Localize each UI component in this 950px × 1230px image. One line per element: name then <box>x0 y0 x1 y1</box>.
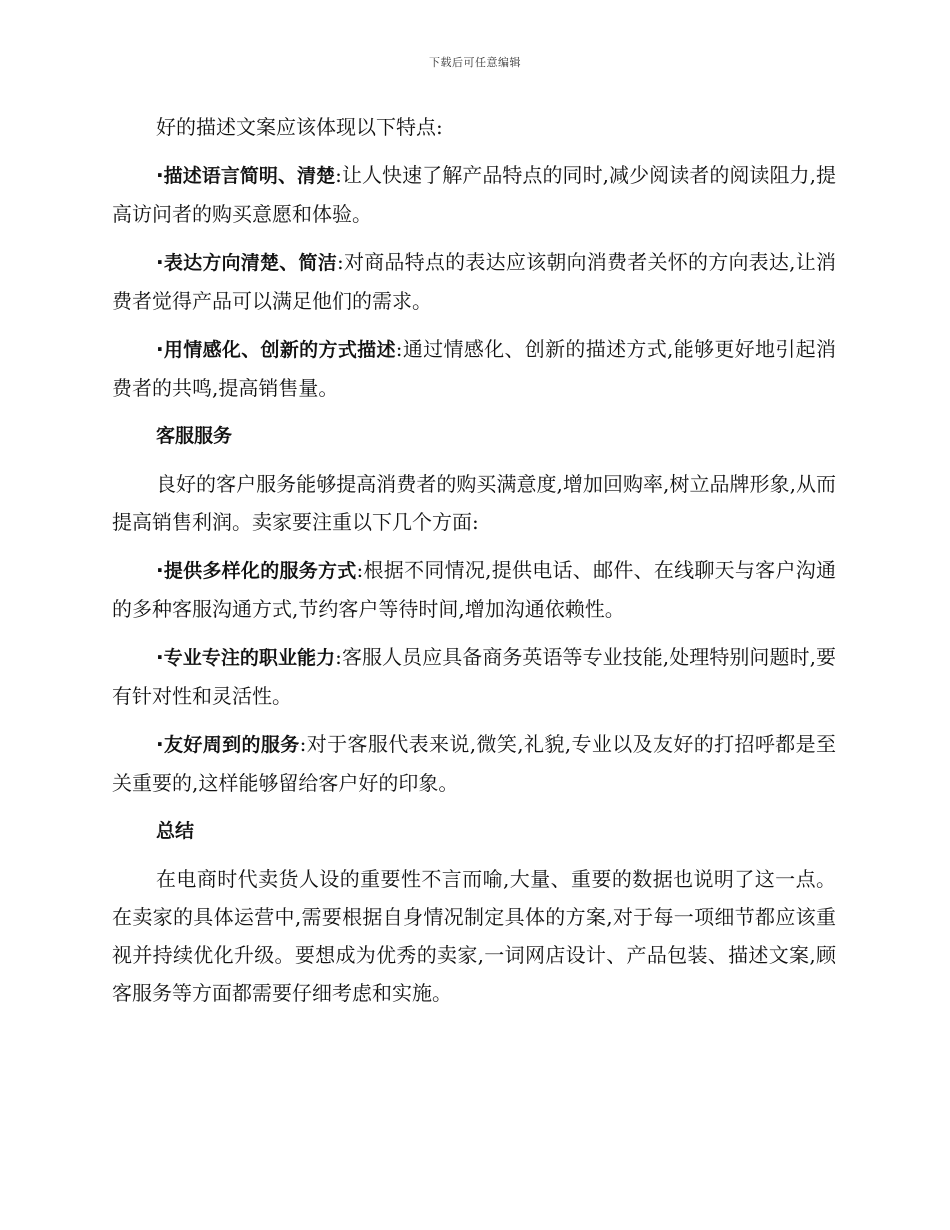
bullet-mark: · <box>156 645 164 669</box>
bullet-lead: 表达方向清楚、简洁 <box>163 252 337 274</box>
bullet-text: :让人快速了解产品特点的同时,减少阅读者的阅读阻力,提高访问者的购买意愿和体验。 <box>112 163 836 226</box>
bullet-item <box>112 725 836 802</box>
bullet-lead: 专业专注的职业能力 <box>163 647 336 669</box>
bullet-mark: · <box>156 732 164 756</box>
bullet-text: :通过情感化、创新的描述方式,能够更好地引起消费者的共鸣,提高销售量。 <box>112 337 836 400</box>
bullet-lead: 提供多样化的服务方式 <box>163 560 357 582</box>
bullet-lead: 友好周到的服务 <box>163 734 300 756</box>
service-intro: 良好的客户服务能够提高消费者的购买满意度,增加回购率,树立品牌形象,从而提高销售利润。卖家要注重以下几个方面: <box>112 472 836 534</box>
page-header-note: 下载后可任意编辑 <box>429 56 521 69</box>
document-body <box>112 108 836 1022</box>
bullet-mark: · <box>156 163 164 187</box>
summary-paragraph: 在电商时代卖货人设的重要性不言而喻,大量、重要的数据也说明了这一点。在卖家的具体运营中,需要根据自身情况制定具体的方案,对于每一项细节都应该重视并持续优化升级。要想成为优秀的卖家,一词网店设计、产品包装、描述文案,顾客服务等方面都需要仔细考虑和实施。 <box>112 867 836 1005</box>
bullet-item <box>112 156 836 233</box>
bullet-item <box>112 638 836 715</box>
section-heading-summary: 总结 <box>156 820 195 842</box>
bullet-lead: 用情感化、创新的方式描述 <box>163 339 396 361</box>
bullet-lead: 描述语言简明、清楚 <box>163 165 336 187</box>
bullet-item <box>112 243 836 320</box>
bullet-text: :根据不同情况,提供电话、邮件、在线聊天与客户沟通的多种客服沟通方式,节约客户等待时间,增加沟通依赖性。 <box>112 558 836 621</box>
bullet-text: :客服人员应具备商务英语等专业技能,处理特别问题时,要有针对性和灵活性。 <box>112 645 836 708</box>
bullet-item <box>112 330 836 407</box>
bullet-mark: · <box>156 250 164 274</box>
bullet-text: :对于客服代表来说,微笑,礼貌,专业以及友好的打招呼都是至关重要的,这样能够留给客户好的印象。 <box>112 732 836 795</box>
bullet-text: :对商品特点的表达应该朝向消费者关怀的方向表达,让消费者觉得产品可以满足他们的需求。 <box>112 250 836 313</box>
bullet-mark: · <box>156 558 164 582</box>
description-intro: 好的描述文案应该体现以下特点: <box>156 115 443 139</box>
section-heading-service: 客服服务 <box>156 425 233 447</box>
bullet-mark: · <box>156 337 164 361</box>
bullet-item <box>112 551 836 628</box>
